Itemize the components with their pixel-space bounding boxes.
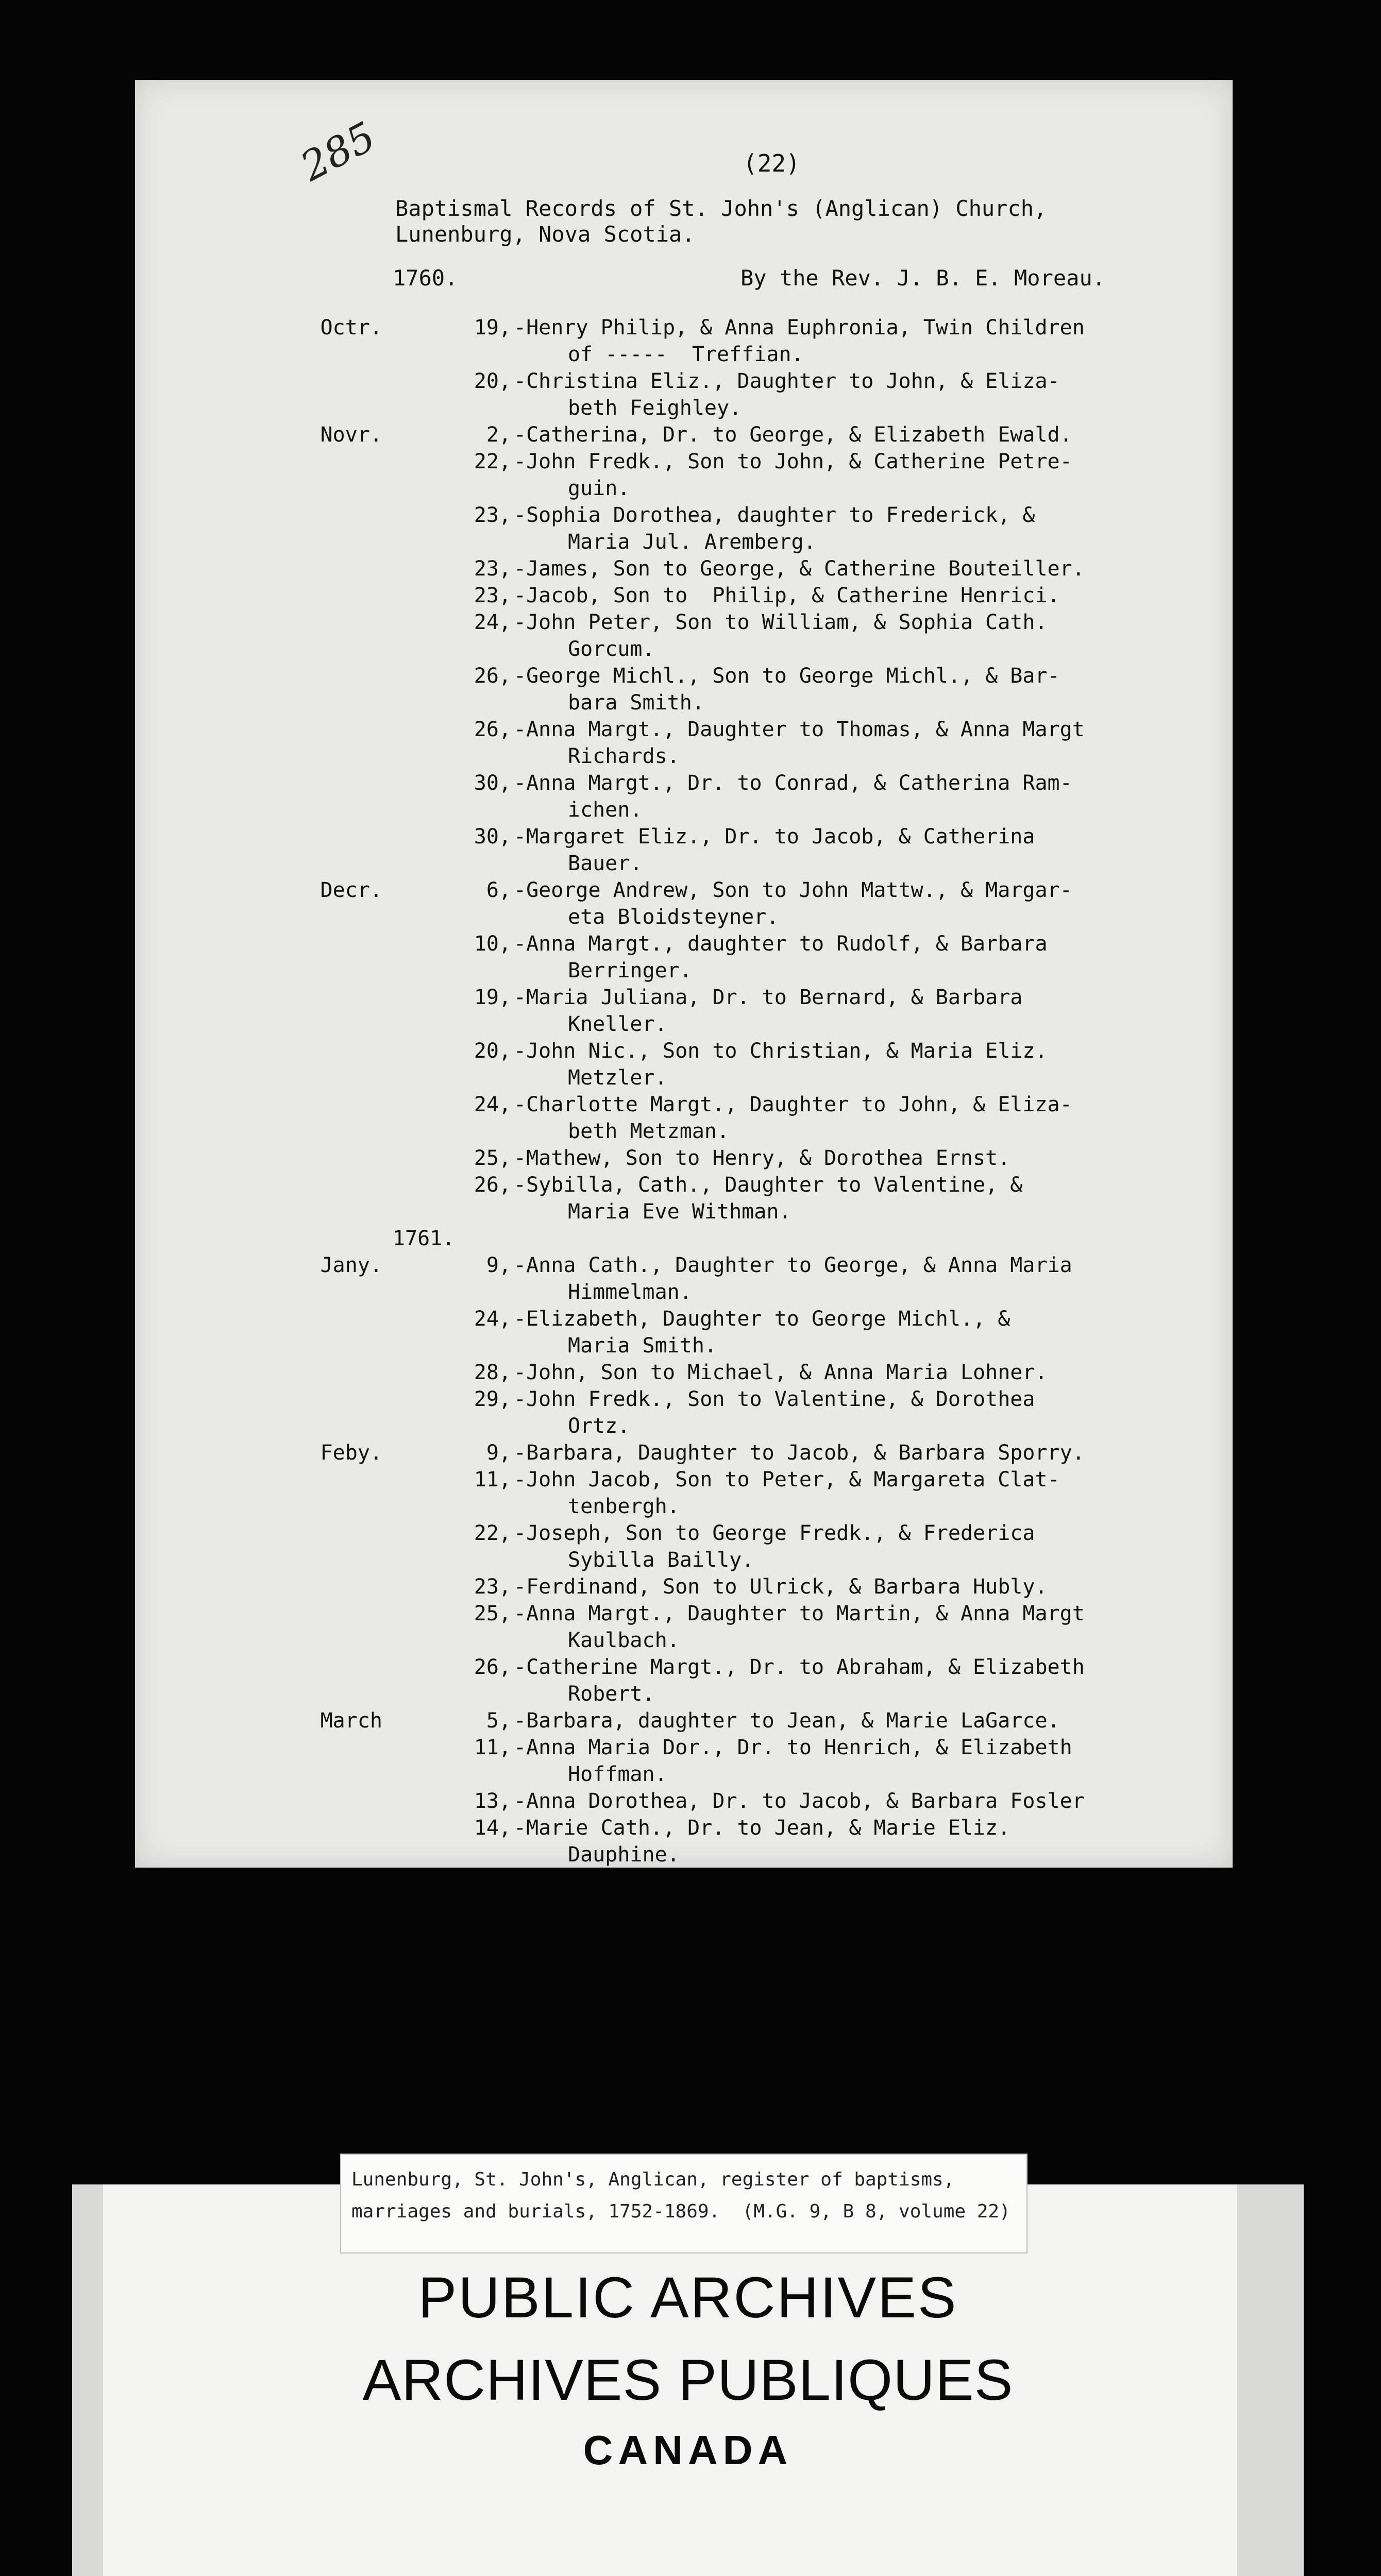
entry-text: -Elizabeth, Daughter to George Michl., & — [514, 1307, 1011, 1331]
entry-day: 9, — [486, 1441, 511, 1465]
entry-row — [135, 582, 1233, 609]
entry-row — [135, 1600, 1233, 1627]
collection-tag — [340, 2154, 1028, 2253]
entry-text: -Anna Maria Dor., Dr. to Henrich, & Elizabeth — [514, 1736, 1072, 1759]
page-number: (22) — [743, 149, 800, 177]
entry-row — [135, 984, 1233, 1011]
header-title-line2: Lunenburg, Nova Scotia. — [395, 222, 695, 247]
entry-day: 24, — [474, 611, 511, 634]
archive-label — [72, 2169, 1304, 2576]
entry-row — [135, 1734, 1233, 1761]
entry-row — [135, 421, 1233, 448]
entry-continuation — [135, 1493, 1233, 1520]
entry-text: -Margaret Eliz., Dr. to Jacob, & Catherina — [514, 825, 1035, 849]
entry-day: 19, — [474, 986, 511, 1009]
entry-continuation-text: beth Feighley. — [568, 396, 742, 420]
entry-row — [135, 1815, 1233, 1841]
entry-continuation-text: Maria Smith. — [568, 1334, 717, 1358]
entry-row — [135, 1788, 1233, 1815]
entry-text: -Maria Juliana, Dr. to Bernard, & Barbara — [514, 986, 1023, 1009]
entry-text: -John, Son to Michael, & Anna Maria Lohner. — [514, 1361, 1048, 1384]
entry-continuation-text: guin. — [568, 477, 630, 500]
entry-day: 26, — [474, 718, 511, 741]
entry-row — [135, 1091, 1233, 1118]
entry-continuation — [135, 395, 1233, 421]
collection-tag-line1: Lunenburg, St. John's, Anglican, register of baptisms, — [351, 2169, 955, 2190]
entry-day: 22, — [474, 1521, 511, 1545]
entry-row — [135, 1654, 1233, 1681]
entry-day: 20, — [474, 1039, 511, 1063]
entry-day: 14, — [474, 1816, 511, 1840]
entry-continuation-text: Himmelman. — [568, 1280, 692, 1304]
entry-continuation — [135, 475, 1233, 502]
baptism-entries-list — [135, 314, 1233, 1868]
entry-continuation-text: bara Smith. — [568, 691, 704, 715]
entry-continuation — [135, 1279, 1233, 1306]
entry-continuation-text: Hoffman. — [568, 1762, 667, 1786]
entry-row — [135, 930, 1233, 957]
entry-row — [135, 1439, 1233, 1466]
entry-row — [135, 368, 1233, 395]
entry-continuation — [135, 341, 1233, 368]
entry-text: -James, Son to George, & Catherine Bouteiller. — [514, 557, 1085, 581]
archive-country: CANADA — [583, 2427, 793, 2473]
entry-continuation — [135, 1627, 1233, 1654]
entry-continuation-text: Maria Jul. Aremberg. — [568, 530, 816, 554]
entry-continuation-text: Kaulbach. — [568, 1629, 680, 1652]
entry-row — [135, 1038, 1233, 1064]
entry-day: 30, — [474, 771, 511, 795]
entry-day: 25, — [474, 1602, 511, 1625]
entry-row — [135, 1252, 1233, 1279]
entry-text: -John Nic., Son to Christian, & Maria Eliz. — [514, 1039, 1048, 1063]
entry-row — [135, 770, 1233, 796]
entry-day: 25, — [474, 1146, 511, 1170]
entry-row — [135, 1306, 1233, 1332]
entry-row — [135, 1573, 1233, 1600]
entry-text: -Marie Cath., Dr. to Jean, & Marie Eliz. — [514, 1816, 1011, 1840]
header-title-line1: Baptismal Records of St. John's (Anglican) Church, — [395, 196, 1047, 221]
entry-day: 13, — [474, 1789, 511, 1813]
entry-day: 11, — [474, 1468, 511, 1492]
entry-row — [135, 609, 1233, 636]
entry-continuation-text: beth Metzman. — [568, 1120, 730, 1143]
entry-text: -John Fredk., Son to Valentine, & Dorothea — [514, 1387, 1035, 1411]
entry-continuation-text: ichen. — [568, 798, 643, 822]
entry-text: -Charlotte Margt., Daughter to John, & Eliza- — [514, 1093, 1072, 1116]
entry-day: 24, — [474, 1093, 511, 1116]
entry-text: -Christina Eliz., Daughter to John, & Eliza- — [514, 369, 1060, 393]
entry-year: 1761. — [393, 1227, 455, 1250]
entry-text: -John Fredk., Son to John, & Catherine Petre- — [514, 450, 1072, 473]
entry-row — [135, 555, 1233, 582]
archive-name-english: PUBLIC ARCHIVES — [418, 2265, 958, 2330]
entry-row — [135, 1145, 1233, 1172]
entry-day: 29, — [474, 1387, 511, 1411]
entry-row — [135, 663, 1233, 689]
entry-continuation-text: Bauer. — [568, 852, 643, 875]
entry-day: 23, — [474, 1575, 511, 1599]
entry-continuation — [135, 1761, 1233, 1788]
entry-text: -Sybilla, Cath., Daughter to Valentine, & — [514, 1173, 1023, 1197]
entry-text: -Barbara, Daughter to Jacob, & Barbara Sporry. — [514, 1441, 1085, 1465]
entry-month: Novr. — [320, 423, 382, 447]
entry-text: -George Michl., Son to George Michl., & Bar- — [514, 664, 1060, 688]
entry-continuation — [135, 904, 1233, 930]
entry-day: 10, — [474, 932, 511, 956]
entry-day: 20, — [474, 369, 511, 393]
entry-month: Feby. — [320, 1441, 382, 1465]
entry-text: -Mathew, Son to Henry, & Dorothea Ernst. — [514, 1146, 1011, 1170]
entry-day: 6, — [486, 878, 511, 902]
entry-day: 23, — [474, 584, 511, 607]
entry-row — [135, 502, 1233, 529]
entry-continuation-text: Metzler. — [568, 1066, 667, 1090]
entry-day: 23, — [474, 557, 511, 581]
entry-continuation — [135, 1413, 1233, 1439]
entry-day: 5, — [486, 1709, 511, 1733]
entry-continuation — [135, 850, 1233, 877]
entry-row — [135, 823, 1233, 850]
entry-continuation — [135, 1118, 1233, 1145]
entry-text: -Catherina, Dr. to George, & Elizabeth Ewald. — [514, 423, 1072, 447]
entry-month: Decr. — [320, 878, 382, 902]
entry-day: 19, — [474, 316, 511, 340]
entry-continuation-text: eta Bloidsteyner. — [568, 905, 779, 929]
entry-text: -Anna Margt., daughter to Rudolf, & Barbara — [514, 932, 1048, 956]
entry-text: -Anna Margt., Daughter to Thomas, & Anna Margt — [514, 718, 1085, 741]
entry-text: -John Peter, Son to William, & Sophia Cath. — [514, 611, 1048, 634]
entry-day: 22, — [474, 450, 511, 473]
entry-continuation — [135, 689, 1233, 716]
handwritten-page-number: 285 — [293, 113, 383, 191]
entry-day: 24, — [474, 1307, 511, 1331]
year-heading — [135, 1225, 1233, 1252]
entry-month: Jany. — [320, 1253, 382, 1277]
entry-row — [135, 448, 1233, 475]
entry-row — [135, 1386, 1233, 1413]
minister-line: By the Rev. J. B. E. Moreau. — [740, 265, 1106, 291]
entry-day: 11, — [474, 1736, 511, 1759]
entry-day: 9, — [486, 1253, 511, 1277]
entry-row — [135, 1707, 1233, 1734]
entry-row — [135, 716, 1233, 743]
entry-continuation — [135, 1681, 1233, 1707]
entry-day: 26, — [474, 1655, 511, 1679]
entry-text: -Anna Cath., Daughter to George, & Anna Maria — [514, 1253, 1072, 1277]
entry-text: -Jacob, Son to Philip, & Catherine Henrici. — [514, 584, 1060, 607]
entry-continuation-text: Dauphine. — [568, 1843, 680, 1867]
year-heading: 1760. — [393, 265, 458, 291]
entry-text: -Anna Dorothea, Dr. to Jacob, & Barbara Fosler — [514, 1789, 1085, 1813]
entry-text: -Barbara, daughter to Jean, & Marie LaGarce. — [514, 1709, 1060, 1733]
entry-row — [135, 1466, 1233, 1493]
entry-day: 30, — [474, 825, 511, 849]
entry-continuation — [135, 1198, 1233, 1225]
entry-month: Octr. — [320, 316, 382, 340]
entry-text: -Catherine Margt., Dr. to Abraham, & Elizabeth — [514, 1655, 1085, 1679]
entry-text: -Joseph, Son to George Fredk., & Frederica — [514, 1521, 1035, 1545]
entry-continuation — [135, 796, 1233, 823]
entry-row — [135, 1359, 1233, 1386]
entry-text: -Ferdinand, Son to Ulrick, & Barbara Hubly. — [514, 1575, 1048, 1599]
entry-continuation — [135, 1332, 1233, 1359]
entry-continuation-text: Ortz. — [568, 1414, 630, 1438]
collection-tag-line2: marriages and burials, 1752-1869. (M.G. 9, B 8, volume 22) — [351, 2201, 1011, 2222]
entry-continuation-text: Sybilla Bailly. — [568, 1548, 754, 1572]
entry-row — [135, 314, 1233, 341]
entry-text: -John Jacob, Son to Peter, & Margareta Clat- — [514, 1468, 1060, 1492]
entry-text: -Sophia Dorothea, daughter to Frederick, & — [514, 503, 1035, 527]
entry-continuation — [135, 743, 1233, 770]
entry-continuation — [135, 636, 1233, 663]
entry-month: March — [320, 1709, 382, 1733]
entry-continuation-text: tenbergh. — [568, 1495, 680, 1518]
entry-continuation — [135, 1547, 1233, 1573]
archive-name-french: ARCHIVES PUBLIQUES — [362, 2348, 1014, 2412]
document-page — [135, 80, 1233, 1868]
entry-continuation-text: Gorcum. — [568, 637, 655, 661]
entry-continuation-text: Maria Eve Withman. — [568, 1200, 791, 1224]
entry-continuation-text: Kneller. — [568, 1012, 667, 1036]
entry-day: 28, — [474, 1361, 511, 1384]
entry-text: -George Andrew, Son to John Mattw., & Margar- — [514, 878, 1072, 902]
entry-continuation-text: Robert. — [568, 1682, 655, 1706]
entry-text: -Anna Margt., Daughter to Martin, & Anna Margt — [514, 1602, 1085, 1625]
entry-continuation — [135, 1011, 1233, 1038]
entry-day: 26, — [474, 664, 511, 688]
entry-continuation-text: Berringer. — [568, 959, 692, 982]
entry-continuation — [135, 1841, 1233, 1868]
entry-row — [135, 1520, 1233, 1547]
entry-text: -Anna Margt., Dr. to Conrad, & Catherina Ram- — [514, 771, 1072, 795]
entry-continuation — [135, 1064, 1233, 1091]
entry-row — [135, 877, 1233, 904]
entry-continuation-text: of ----- Treffian. — [568, 343, 804, 366]
entry-day: 26, — [474, 1173, 511, 1197]
entry-day: 23, — [474, 503, 511, 527]
entry-row — [135, 1172, 1233, 1198]
entry-continuation — [135, 529, 1233, 555]
entry-day: 2, — [486, 423, 511, 447]
entry-continuation-text: Richards. — [568, 744, 680, 768]
entry-text: -Henry Philip, & Anna Euphronia, Twin Children — [514, 316, 1085, 340]
entry-continuation — [135, 957, 1233, 984]
